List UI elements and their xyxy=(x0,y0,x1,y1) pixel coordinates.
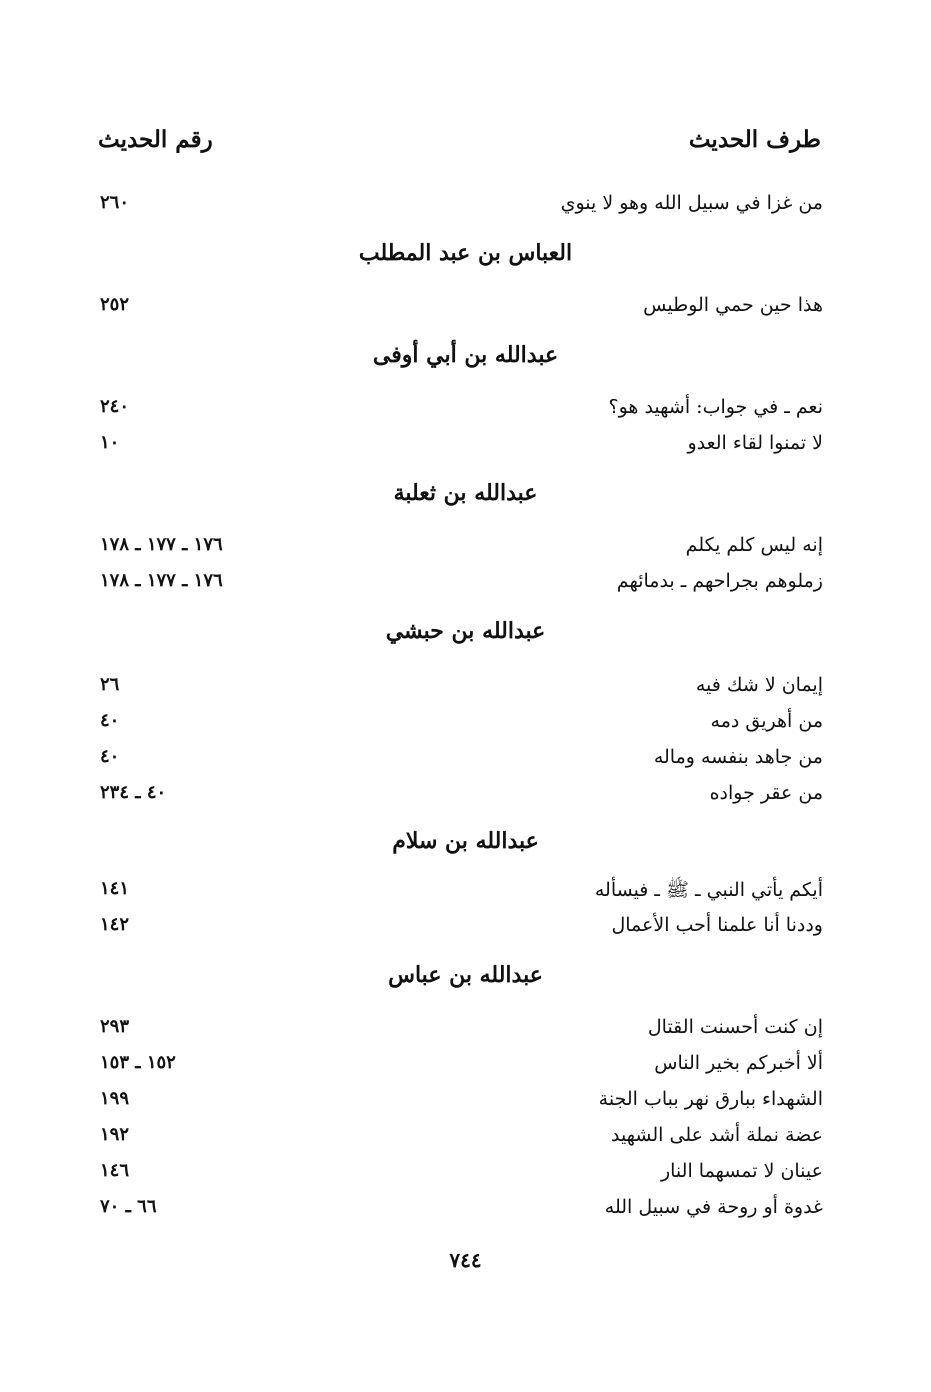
entry-text: أيكم يأتي النبي ـ ﷺ ـ فيسأله xyxy=(594,879,823,901)
entry-text: من غزا في سبيل الله وهو لا ينوي xyxy=(560,192,823,214)
entry-number: ٤٠ ـ ٢٣٤ xyxy=(100,782,167,803)
index-entry xyxy=(0,874,931,908)
entry-text: من عقر جواده xyxy=(709,782,823,804)
index-entry xyxy=(0,290,931,324)
entry-number: ١٧٦ ـ ١٧٧ ـ ١٧٨ xyxy=(100,570,223,591)
page-number: ٧٤٤ xyxy=(449,1248,482,1272)
index-entry xyxy=(0,1084,931,1118)
index-entry xyxy=(0,1120,931,1154)
entry-number: ١٤١ xyxy=(100,878,130,899)
index-entry xyxy=(0,778,931,812)
section-heading: عبدالله بن ثعلبة xyxy=(393,480,538,506)
entry-number: ١٤٢ xyxy=(100,914,130,935)
entry-text: وددنا أنا علمنا أحب الأعمال xyxy=(611,914,823,936)
section-heading: عبدالله بن أبي أوفى xyxy=(372,342,559,368)
entry-text: من جاهد بنفسه وماله xyxy=(653,746,823,768)
entry-number: ١٩٩ xyxy=(100,1088,130,1109)
entry-text: إنه ليس كلم يكلم xyxy=(685,534,823,556)
index-entry xyxy=(0,670,931,704)
entry-number: ١٧٦ ـ ١٧٧ ـ ١٧٨ xyxy=(100,534,223,555)
index-entry xyxy=(0,910,931,944)
entry-text: عينان لا تمسهما النار xyxy=(660,1160,823,1182)
index-entry xyxy=(0,742,931,776)
entry-number: ٦٦ ـ ٧٠ xyxy=(100,1196,157,1217)
entry-text: نعم ـ في جواب: أشهيد هو؟ xyxy=(608,396,823,418)
entry-number: ١٥٢ ـ ١٥٣ xyxy=(100,1052,176,1073)
index-entry xyxy=(0,566,931,600)
index-entry xyxy=(0,706,931,740)
index-entry xyxy=(0,428,931,462)
entry-number: ٢٤٠ xyxy=(100,396,130,417)
index-entry xyxy=(0,1048,931,1082)
index-entry xyxy=(0,188,931,222)
index-entry xyxy=(0,392,931,426)
index-entry xyxy=(0,530,931,564)
entry-text: إن كنت أحسنت القتال xyxy=(647,1016,823,1038)
entry-number: ١٠ xyxy=(100,432,120,453)
column-header-hadith-text: طرف الحديث xyxy=(688,126,821,153)
section-heading: عبدالله بن سلام xyxy=(392,828,539,854)
section-heading: عبدالله بن حبشي xyxy=(385,618,546,644)
entry-number: ٤٠ xyxy=(100,710,120,731)
section-heading: العباس بن عبد المطلب xyxy=(358,240,573,266)
entry-text: زملوهم بجراحهم ـ بدمائهم xyxy=(616,570,823,592)
entry-text: غدوة أو روحة في سبيل الله xyxy=(604,1196,823,1218)
index-entry xyxy=(0,1192,931,1226)
entry-number: ٤٠ xyxy=(100,746,120,767)
entry-text: لا تمنوا لقاء العدو xyxy=(687,432,823,454)
entry-number: ١٩٢ xyxy=(100,1124,130,1145)
entry-text: هذا حين حمي الوطيس xyxy=(643,294,823,316)
entry-text: ألا أخبركم بخير الناس xyxy=(654,1052,823,1074)
entry-text: إيمان لا شك فيه xyxy=(695,674,823,696)
entry-number: ٢٥٢ xyxy=(100,294,130,315)
column-header-hadith-number: رقم الحديث xyxy=(98,126,213,153)
entry-text: من أهريق دمه xyxy=(710,710,823,732)
entry-text: عضة نملة أشد على الشهيد xyxy=(610,1124,823,1146)
entry-number: ٢٩٣ xyxy=(100,1016,130,1037)
entry-number: ٢٦٠ xyxy=(100,192,130,213)
entry-number: ١٤٦ xyxy=(100,1160,130,1181)
index-entry xyxy=(0,1156,931,1190)
section-heading: عبدالله بن عباس xyxy=(388,962,543,988)
entry-text: الشهداء ببارق نهر بباب الجنة xyxy=(598,1088,823,1110)
entry-number: ٢٦ xyxy=(100,674,120,695)
index-entry xyxy=(0,1012,931,1046)
